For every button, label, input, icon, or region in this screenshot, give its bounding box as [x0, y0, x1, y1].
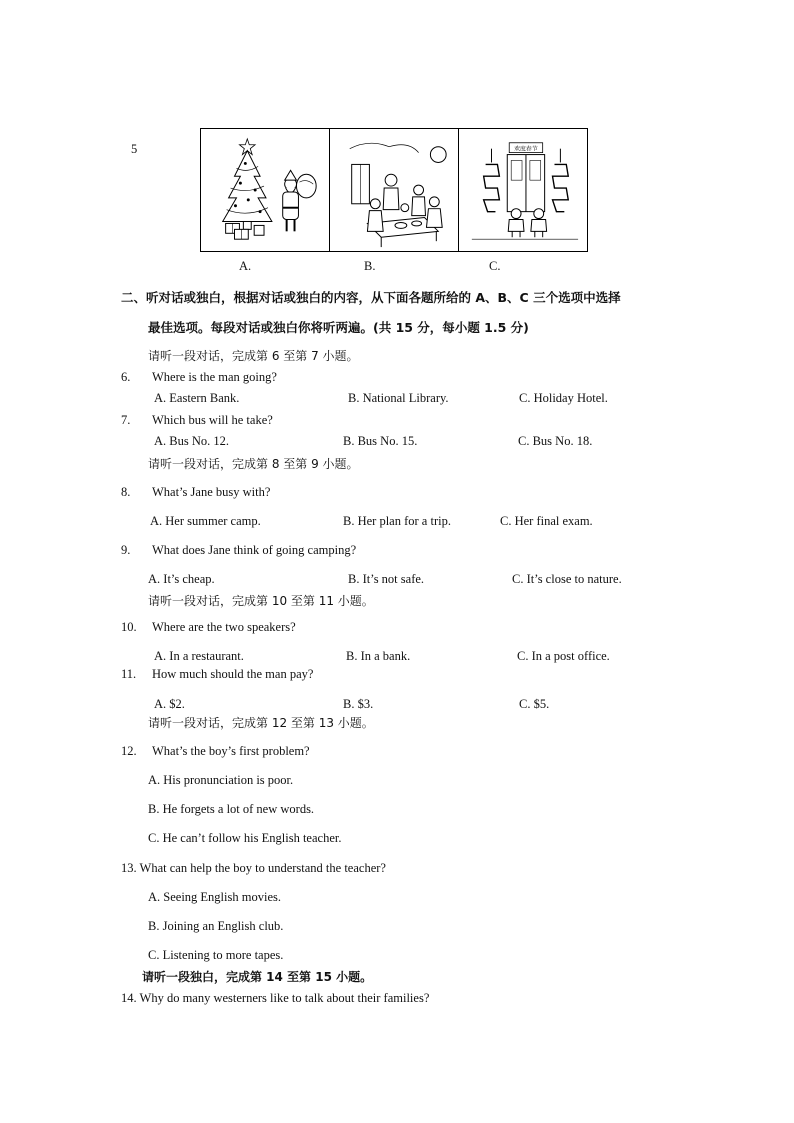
q8-option-b: B. Her plan for a trip.: [343, 514, 451, 528]
instruction-q6-7: 请听一段对话，完成第 6 至第 7 小题。: [148, 349, 359, 363]
instruction-q12-13: 请听一段对话，完成第 12 至第 13 小题。: [148, 716, 374, 730]
q6-text: Where is the man going?: [152, 370, 277, 384]
instruction-q8-9: 请听一段对话，完成第 8 至第 9 小题。: [148, 457, 359, 471]
picture-a-christmas: [201, 129, 330, 251]
q11-option-c: C. $5.: [519, 697, 550, 711]
q10-option-c: C. In a post office.: [517, 649, 610, 663]
instruction-q14-15: 请听一段独白，完成第 14 至第 15 小题。: [142, 970, 373, 984]
q9-option-a: A. It’s cheap.: [148, 572, 215, 586]
q12-text: What’s the boy’s first problem?: [152, 744, 310, 758]
q13-text: 13. What can help the boy to understand the teacher?: [121, 861, 386, 875]
q8-option-a: A. Her summer camp.: [150, 514, 261, 528]
q13-option-a: A. Seeing English movies.: [148, 890, 281, 904]
picture-label-c: C.: [489, 259, 501, 273]
section-2-heading-line2: 最佳选项。每段对话或独白你将听两遍。(共 15 分，每小题 1.5 分): [148, 320, 529, 335]
q8-number: 8.: [121, 485, 131, 499]
q11-option-b: B. $3.: [343, 697, 374, 711]
q7-option-a: A. Bus No. 12.: [154, 434, 230, 448]
family-dinner-moon-illustration: [330, 129, 458, 251]
q6-option-c: C. Holiday Hotel.: [519, 391, 608, 405]
q6-option-a: A. Eastern Bank.: [154, 391, 240, 405]
q12-option-b: B. He forgets a lot of new words.: [148, 802, 315, 816]
q9-option-c: C. It’s close to nature.: [512, 572, 622, 586]
instruction-q10-11: 请听一段对话，完成第 10 至第 11 小题。: [148, 594, 374, 608]
q9-text: What does Jane think of going camping?: [152, 543, 357, 557]
q10-number: 10.: [121, 620, 137, 634]
q10-option-a: A. In a restaurant.: [154, 649, 244, 663]
q10-text: Where are the two speakers?: [152, 620, 296, 634]
q9-number: 9.: [121, 543, 131, 557]
picture-options-table: [200, 128, 588, 252]
q11-number: 11.: [121, 667, 137, 681]
picture-c-spring-festival: [459, 129, 587, 251]
q13-option-c: C. Listening to more tapes.: [148, 948, 284, 962]
q11-text: How much should the man pay?: [152, 667, 314, 681]
q8-option-c: C. Her final exam.: [500, 514, 593, 528]
spring-festival-door-illustration: [459, 129, 587, 251]
q12-option-a: A. His pronunciation is poor.: [148, 773, 294, 787]
section-2-heading-line1: 二、听对话或独白，根据对话或独白的内容，从下面各题所给的 A、B、C 三个选项中选择: [121, 290, 621, 305]
q7-number: 7.: [121, 413, 131, 427]
q9-option-b: B. It’s not safe.: [348, 572, 425, 586]
q11-option-a: A. $2.: [154, 697, 185, 711]
picture-label-b: B.: [364, 259, 376, 273]
q8-text: What’s Jane busy with?: [152, 485, 271, 499]
festival-sign-text: 欢度春节: [514, 146, 538, 153]
picture-label-a: A.: [239, 259, 252, 273]
q14-text: 14. Why do many westerners like to talk about their families?: [121, 991, 430, 1005]
q12-number: 12.: [121, 744, 137, 758]
christmas-tree-santa-illustration: [201, 129, 329, 251]
q12-option-c: C. He can’t follow his English teacher.: [148, 831, 342, 845]
q7-option-c: C. Bus No. 18.: [518, 434, 593, 448]
q7-text: Which bus will he take?: [152, 413, 273, 427]
q6-option-b: B. National Library.: [348, 391, 449, 405]
q6-number: 6.: [121, 370, 131, 384]
q7-option-b: B. Bus No. 15.: [343, 434, 418, 448]
question-5-number: 5: [131, 142, 138, 156]
q10-option-b: B. In a bank.: [346, 649, 411, 663]
q13-option-b: B. Joining an English club.: [148, 919, 284, 933]
picture-b-family-dinner: [330, 129, 459, 251]
